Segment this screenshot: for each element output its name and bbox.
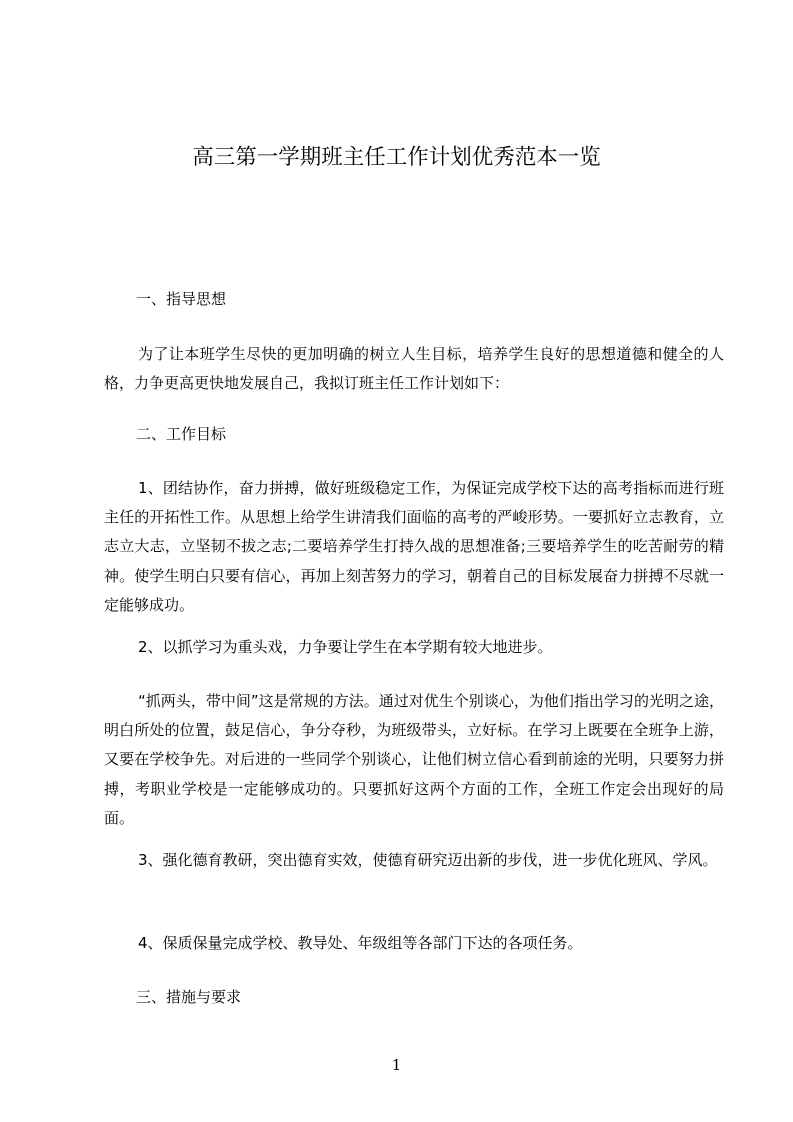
section-heading-measures: 三、措施与要求	[136, 988, 242, 1006]
paragraph-goal-2: 2、以抓学习为重头戏，力争要让学生在本学期有较大地进步。	[138, 638, 553, 656]
page-title: 高三第一学期班主任工作计划优秀范本一览	[192, 145, 601, 170]
paragraph-purpose: 为了让本班学生尽快的更加明确的树立人生目标，培养学生良好的思想道德和健全的人格，力争更高更快地发展自己，我拟订班主任工作计划如下：	[104, 345, 724, 393]
section-heading-guiding-thought: 一、指导思想	[136, 290, 227, 308]
paragraph-goal-1: 1、团结协作，奋力拼搏，做好班级稳定工作，为保证完成学校下达的高考指标而进行班主任的开拓性工作。从思想上给学生讲清我们面临的高考的严峻形势。一要抓好立志教育，立志立大志，立坚韧不拔之志;二要培养学生打持久战的思想准备;三要培养学生的吃苦耐劳的精神。使学生明白只要有信心，再加上刻苦努力的学习，朝着自己的目标发展奋力拼搏不尽就一定能够成功。	[104, 479, 724, 614]
paragraph-goal-3: 3、强化德育教研，突出德育实效，使德育研究迈出新的步伐，进一步优化班风、学风。	[138, 851, 718, 869]
page-number: 1	[391, 1056, 402, 1074]
paragraph-method: “抓两头，带中间”这是常规的方法。通过对优生个别谈心，为他们指出学习的光明之途，明白所处的位置，鼓足信心，争分夺秒，为班级带头，立好标。在学习上既要在全班争上游，又要在学校争先。对后进的一些同学个别谈心，让他们树立信心看到前途的光明，只要努力拼搏，考职业学校是一定能够成功的。只要抓好这两个方面的工作，全班工作定会出现好的局面。	[104, 692, 724, 827]
paragraph-goal-4: 4、保质保量完成学校、教导处、年级组等各部门下达的各项任务。	[138, 934, 583, 952]
section-heading-work-goals: 二、工作目标	[136, 425, 227, 443]
